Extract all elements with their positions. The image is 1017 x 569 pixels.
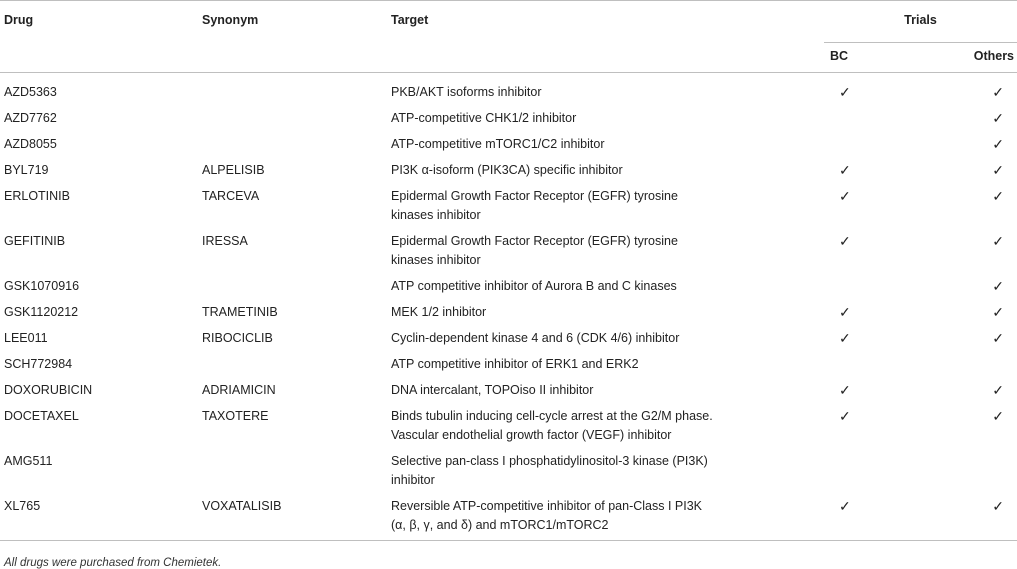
- drug-cell: AZD5363: [4, 85, 57, 99]
- table-row: [0, 351, 1017, 377]
- others-check-cell: ✓: [992, 304, 1005, 320]
- drug-cell: XL765: [4, 499, 41, 513]
- header-others: Others: [973, 49, 1015, 63]
- bc-check-cell: [824, 105, 929, 131]
- table-row: [0, 273, 1017, 299]
- bc-check-cell: ✓: [839, 188, 851, 204]
- target-cell: ATP competitive inhibitor of Aurora B and C kinases: [391, 279, 677, 293]
- header-spacer: [387, 43, 824, 73]
- drug-cell: SCH772984: [4, 357, 73, 371]
- bc-check-cell: ✓: [839, 382, 851, 398]
- others-check-cell: [929, 448, 1017, 493]
- header-spacer: [0, 43, 198, 73]
- synonym-cell: [198, 105, 387, 131]
- bc-check-cell: ✓: [839, 304, 851, 320]
- synonym-cell: RIBOCICLIB: [202, 331, 273, 345]
- target-cell: DNA intercalant, TOPOiso II inhibitor: [391, 383, 594, 397]
- synonym-cell: ADRIAMICIN: [202, 383, 276, 397]
- synonym-cell: TARCEVA: [202, 189, 260, 203]
- bc-check-cell: ✓: [839, 498, 851, 514]
- table-row: [0, 228, 1017, 273]
- table-row: [0, 377, 1017, 403]
- bc-check-cell: ✓: [839, 408, 851, 424]
- target-cell: Reversible ATP-competitive inhibitor of pan-Class I PI3K (α, β, γ, and δ) and mTORC1/mTORC2: [391, 499, 703, 532]
- drug-cell: BYL719: [4, 163, 49, 177]
- target-cell: Cyclin-dependent kinase 4 and 6 (CDK 4/6) inhibitor: [391, 331, 680, 345]
- bc-check-cell: [824, 131, 929, 157]
- drug-cell: LEE011: [4, 331, 48, 345]
- drug-cell: DOCETAXEL: [4, 409, 79, 423]
- table-footnote: All drugs were purchased from Chemietek.: [4, 557, 222, 569]
- table-row: [0, 448, 1017, 493]
- table-row: [0, 157, 1017, 183]
- target-cell: PI3K α-isoform (PIK3CA) specific inhibitor: [391, 163, 623, 177]
- synonym-cell: TAXOTERE: [202, 409, 269, 423]
- synonym-cell: [198, 73, 387, 106]
- table-row: [0, 131, 1017, 157]
- table-header: [0, 1, 1017, 73]
- drug-cell: ERLOTINIB: [4, 189, 70, 203]
- table-row: [0, 325, 1017, 351]
- table-row: [0, 403, 1017, 448]
- target-cell: Epidermal Growth Factor Receptor (EGFR) tyrosine kinases inhibitor: [391, 234, 678, 267]
- synonym-cell: [198, 448, 387, 493]
- bc-check-cell: [824, 351, 929, 377]
- header-spacer: [198, 43, 387, 73]
- table-row: [0, 73, 1017, 106]
- drug-cell: GSK1070916: [4, 279, 80, 293]
- target-cell: MEK 1/2 inhibitor: [391, 305, 487, 319]
- others-check-cell: ✓: [992, 188, 1005, 204]
- bc-check-cell: [824, 448, 929, 493]
- target-cell: Epidermal Growth Factor Receptor (EGFR) tyrosine kinases inhibitor: [391, 189, 678, 222]
- table-body: [0, 73, 1017, 541]
- bc-check-cell: ✓: [839, 233, 851, 249]
- synonym-cell: [198, 273, 387, 299]
- table-row: [0, 299, 1017, 325]
- others-check-cell: ✓: [992, 136, 1005, 152]
- others-check-cell: ✓: [992, 233, 1005, 249]
- others-check-cell: ✓: [992, 330, 1005, 346]
- others-check-cell: [929, 351, 1017, 377]
- table-row: [0, 493, 1017, 541]
- drug-cell: GSK1120212: [4, 305, 79, 319]
- others-check-cell: ✓: [992, 84, 1005, 100]
- synonym-cell: [198, 351, 387, 377]
- others-check-cell: ✓: [992, 408, 1005, 424]
- drug-cell: GEFITINIB: [4, 234, 66, 248]
- target-cell: ATP competitive inhibitor of ERK1 and ERK2: [391, 357, 639, 371]
- others-check-cell: ✓: [992, 498, 1005, 514]
- target-cell: Selective pan-class I phosphatidylinositol-3 kinase (PI3K) inhibitor: [391, 454, 708, 487]
- bc-check-cell: [824, 273, 929, 299]
- header-drug: Drug: [4, 13, 34, 27]
- drug-cell: AZD7762: [4, 111, 57, 125]
- synonym-cell: IRESSA: [202, 234, 248, 248]
- synonym-cell: [198, 131, 387, 157]
- drug-cell: AZD8055: [4, 137, 57, 151]
- header-trials: Trials: [824, 1, 1017, 43]
- table-row: [0, 105, 1017, 131]
- drug-cell: DOXORUBICIN: [4, 383, 93, 397]
- others-check-cell: ✓: [992, 278, 1005, 294]
- header-synonym: Synonym: [202, 13, 259, 27]
- table-row: [0, 183, 1017, 228]
- synonym-cell: TRAMETINIB: [202, 305, 278, 319]
- target-cell: PKB/AKT isoforms inhibitor: [391, 85, 542, 99]
- drug-cell: AMG511: [4, 454, 53, 468]
- bc-check-cell: ✓: [839, 330, 851, 346]
- bc-check-cell: ✓: [839, 84, 851, 100]
- others-check-cell: ✓: [992, 110, 1005, 126]
- target-cell: Binds tubulin inducing cell-cycle arrest at the G2/M phase. Vascular endothelial growth factor (VEGF) inhibitor: [391, 409, 713, 442]
- target-cell: ATP-competitive mTORC1/C2 inhibitor: [391, 137, 605, 151]
- target-cell: ATP-competitive CHK1/2 inhibitor: [391, 111, 577, 125]
- synonym-cell: ALPELISIB: [202, 163, 265, 177]
- header-bc: BC: [830, 49, 849, 63]
- bc-check-cell: ✓: [839, 162, 851, 178]
- others-check-cell: ✓: [992, 382, 1005, 398]
- header-target: Target: [391, 13, 429, 27]
- synonym-cell: VOXATALISIB: [202, 499, 282, 513]
- others-check-cell: ✓: [992, 162, 1005, 178]
